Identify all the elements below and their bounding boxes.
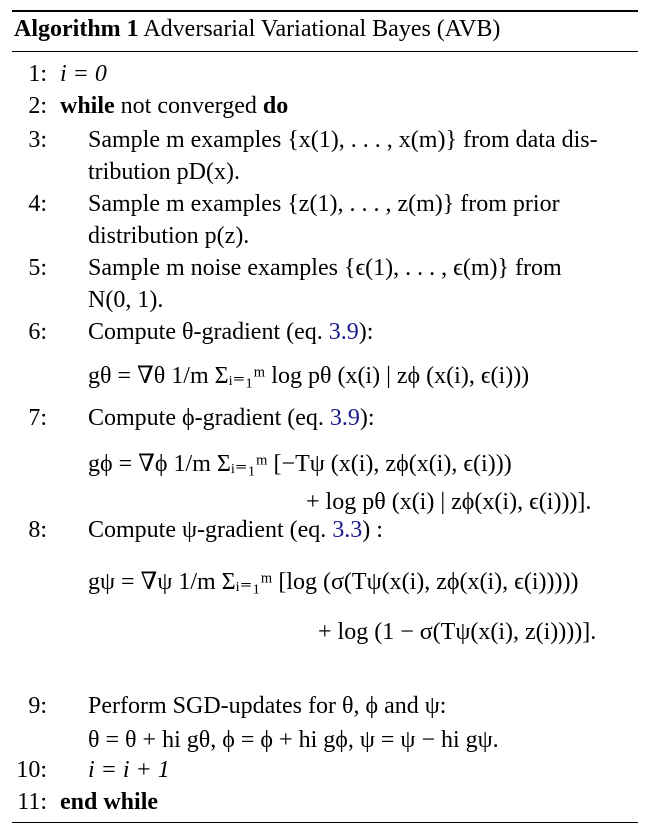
line-text: Sample m examples {x(1), . . . , x(m)} from data dis- [88, 127, 598, 153]
bottom-rule [12, 822, 638, 823]
line-number: 5: [28, 255, 47, 281]
line-number: 2: [28, 93, 47, 119]
line-text [60, 90, 288, 122]
line-number: 7: [28, 405, 47, 431]
line-number: 3: [28, 127, 47, 153]
title-rule [12, 51, 638, 52]
theta-gradient-equation: gθ = ∇θ 1/m Σᵢ₌₁ᵐ log pθ (x(i) | zϕ (x(i), ϵ(i))) [88, 363, 530, 389]
step-text-tail: ) : [362, 517, 383, 543]
line-text-continued: N(0, 1). [88, 287, 164, 313]
step-text-tail: ): [358, 319, 374, 345]
top-rule [12, 10, 638, 12]
line-text: Sample m examples {z(1), . . . , z(m)} from prior [88, 191, 560, 217]
line-number: 4: [28, 191, 47, 217]
step-text: Compute θ-gradient (eq. [88, 319, 329, 345]
line-number: 10: [16, 757, 47, 783]
step-text: Compute ϕ-gradient (eq. [88, 405, 330, 431]
phi-gradient-equation-line-2: + log pθ (x(i) | zϕ(x(i), ϵ(i)))]. [306, 489, 592, 515]
line-number: 8: [28, 517, 47, 543]
line-text: Sample m noise examples {ϵ(1), . . . , ϵ(m)} from [88, 255, 562, 281]
step-text-tail: ): [359, 405, 375, 431]
equation-reference-link[interactable]: 3.9 [329, 405, 360, 431]
line-number: 11: [17, 789, 47, 815]
line-text-continued: tribution pD(x). [88, 159, 240, 185]
line-number: 1: [28, 61, 47, 87]
keyword-do: do [262, 93, 289, 119]
equation-reference-link[interactable]: 3.9 [328, 319, 359, 345]
condition-text: not converged [114, 93, 263, 119]
line-number: 9: [28, 693, 47, 719]
line-text: i = i + 1 [88, 757, 170, 783]
keyword-end-while: end while [60, 789, 159, 815]
phi-gradient-equation-line-1: gϕ = ∇ϕ 1/m Σᵢ₌₁ᵐ [−Tψ (x(i), zϕ(x(i), ϵ(i))) [88, 451, 512, 477]
psi-gradient-equation-line-2: + log (1 − σ(Tψ(x(i), z(i))))]. [318, 619, 597, 645]
keyword-while: while [60, 93, 115, 119]
line-text-continued: distribution p(z). [88, 223, 250, 249]
equation-reference-link[interactable]: 3.3 [332, 517, 363, 543]
line-text [88, 316, 373, 348]
algorithm-name: Adversarial Variational Bayes (AVB) [143, 16, 501, 42]
line-text: Perform SGD-updates for θ, ϕ and ψ: [88, 693, 447, 719]
algorithm-label: Algorithm 1 [14, 16, 139, 42]
psi-gradient-equation-line-1: gψ = ∇ψ 1/m Σᵢ₌₁ᵐ [log (σ(Tψ(x(i), zϕ(x(i), ϵ(i))))) [88, 569, 579, 595]
line-text: i = 0 [60, 61, 107, 87]
sgd-update-equation: θ = θ + hi gθ, ϕ = ϕ + hi gϕ, ψ = ψ − hi gψ. [88, 727, 499, 753]
line-number: 6: [28, 319, 47, 345]
algorithm-title [14, 16, 500, 43]
line-text [88, 402, 375, 434]
step-text: Compute ψ-gradient (eq. [88, 517, 333, 543]
line-text [88, 514, 383, 546]
